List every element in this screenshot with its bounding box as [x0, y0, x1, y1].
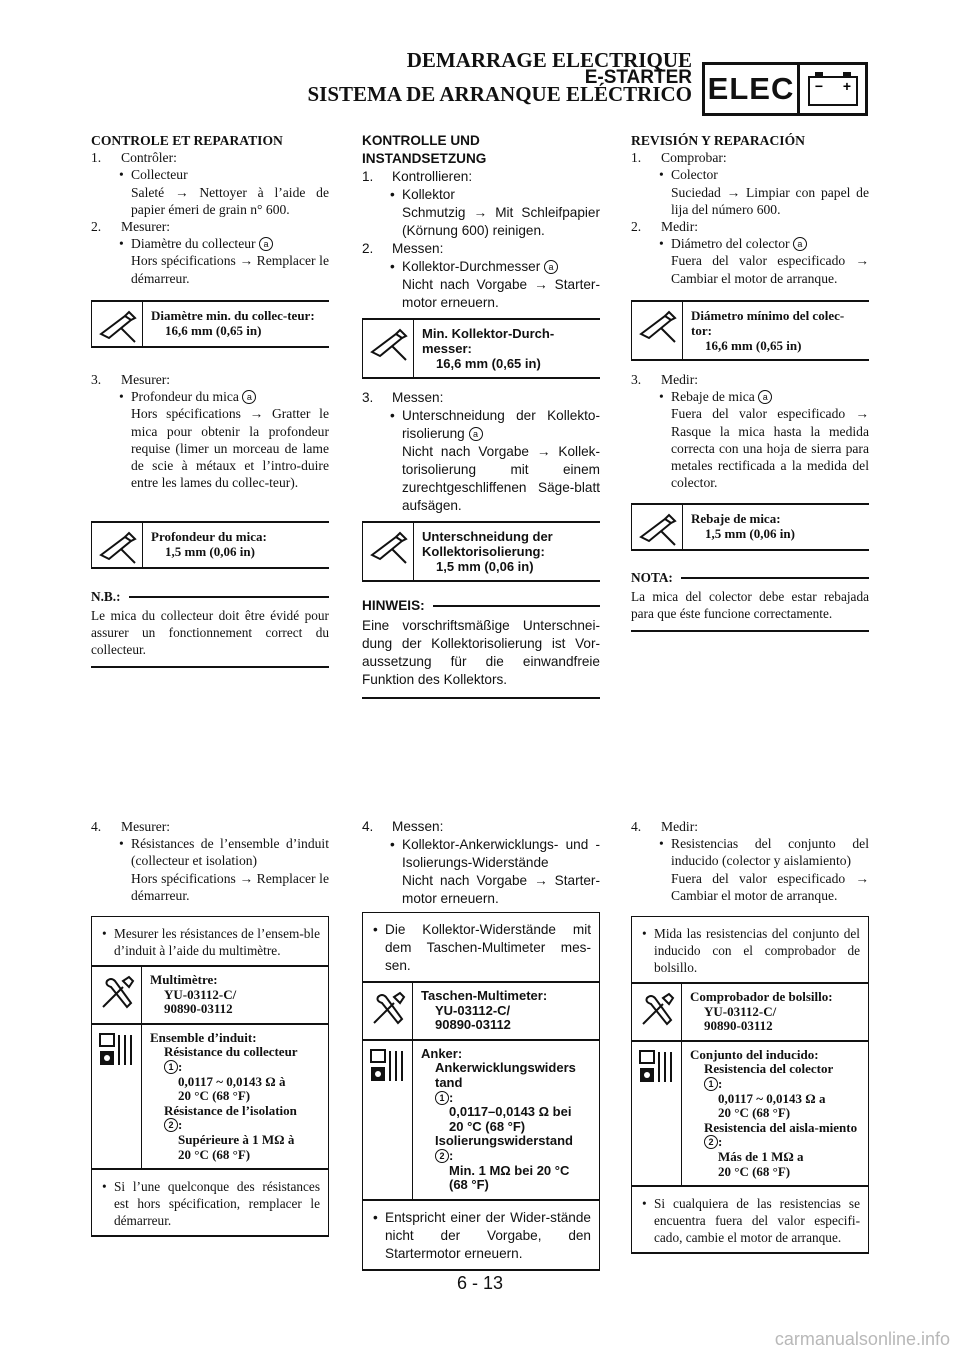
fr-step2-label: Mesurer:	[121, 219, 171, 235]
marker-2: 2	[164, 1118, 178, 1132]
es-box-bullet2: Si cualquiera de las resistencias se encuentra fuera del valor especifi-cado, cambie el motor de arranque.	[654, 1196, 860, 1246]
marker-1: 1	[704, 1077, 718, 1091]
de-step4-text: Nicht nach Vorgabe → Starter-motor erneuern.	[402, 873, 600, 906]
de-res-value2b: (68 °F)	[449, 1177, 489, 1193]
es-step2-text: Fuera del valor especificado → Cambiar el motor de arranque.	[671, 253, 869, 286]
de-tool-title: Taschen-Multimeter:	[421, 988, 548, 1003]
de-step3-label: Messen:	[392, 390, 444, 405]
de-res-value1a: 0,0117–0,0143 Ω bei	[449, 1104, 572, 1120]
de-step1-label: Kontrollieren:	[392, 169, 473, 184]
fr-tool-row	[92, 965, 328, 1023]
es-box-bullet1: Mida las resistencias del conjunto del inducido con el comprobador de bolsillo.	[654, 926, 860, 975]
header-title-es: SISTEMA DE ARRANQUE ELÉCTRICO	[307, 82, 692, 106]
es-res-value1b: 20 °C (68 °F)	[718, 1105, 791, 1121]
es-tool-value1: YU-03112-C/	[704, 1003, 777, 1019]
de-spec1-value: 16,6 mm (0,65 in)	[436, 356, 541, 371]
es-step3-item: Rebaje de mica	[671, 389, 755, 405]
de-step3: 3. Messen: • Unterschneidung der Kollekto-risolierung a Nicht nach Vorgabe → Kollek-torisolierung mit einem zurechtgeschliffenen Säge-blatt aufsägen.	[362, 390, 600, 513]
fr-upper-text: CONTROLE ET REPARATION 1. Contrôler: • Collecteur Saleté → Nettoyer à l’aide de papier émeri de grain n° 600. 2. Mesurer: • Diamètre du collecteur a Hors spécifications → Remplacer le démarreur.	[91, 133, 329, 286]
battery-minus: −	[814, 78, 823, 94]
marker-1: 1	[435, 1091, 449, 1105]
es-note-label: NOTA:	[631, 570, 673, 585]
de-res-row: Anker: Ankerwicklungswiders tand 1 : 0,0117–0,0143 Ω bei 20 °C (68 °F) Isolierungswiderstand 2 : Min. 1 MΩ bei 20 °C (68 °F)	[363, 1039, 599, 1199]
tool-icon	[363, 983, 413, 1039]
fr-note-text: Le mica du collecteur doit être évidé pour assurer un fonctionnement correct du collecteur.	[91, 607, 329, 668]
es-tool-value2: 90890-03112	[704, 1018, 773, 1034]
es-heading: REVISIÓN Y REPARACIÓN	[631, 133, 805, 148]
fr-step2-item: Diamètre du collecteur	[131, 236, 256, 252]
es-step2-item: Diámetro del colector	[671, 236, 790, 252]
es-step1-item: Colector	[671, 167, 718, 183]
page-number: 6 - 13	[456, 1273, 504, 1293]
de-step1-item: Kollektor	[402, 187, 455, 202]
marker-a: a	[469, 427, 483, 441]
spec-wrench-icon	[631, 505, 683, 549]
de-box-bullet2: Entspricht einer der Wider-stände nicht der Vorgabe, den Startermotor erneuern.	[385, 1209, 591, 1261]
fr-res-value1a: 0,0117 ~ 0,0143 Ω à	[178, 1073, 286, 1089]
de-step2-text: Nicht nach Vorgabe → Starter-motor erneuern.	[402, 277, 600, 310]
de-step2-label: Messen:	[392, 241, 444, 256]
fr-spec2-value: 1,5 mm (0,06 in)	[165, 544, 255, 559]
marker-2: 2	[704, 1135, 718, 1149]
de-tool-value1: YU-03112-C/	[435, 1002, 511, 1018]
es-spec2-value: 1,5 mm (0,06 in)	[705, 526, 795, 541]
es-step4-item: Resistencias del conjunto del inducido (colector y aislamiento)	[671, 836, 869, 869]
es-spec1-value: 16,6 mm (0,65 in)	[705, 338, 802, 353]
de-note-text: Eine vorschriftsmäßige Unterschnei-dung der Kollektorisolierung ist Vor-aussetzung für die einwandfreie Funktion des Kollektors.	[362, 617, 600, 699]
fr-step1-label: Contrôler:	[121, 150, 177, 166]
spec-wrench-icon	[362, 320, 414, 377]
fr-res-value1b: 20 °C (68 °F)	[178, 1088, 251, 1104]
es-step3: 3. Medir: • Rebaje de mica a Fuera del valor especificado → Rasque la mica hasta la medida correcta con una hoja de sierra para metales rectificada a la medida del colector.	[631, 372, 869, 491]
fr-spec2-box	[91, 521, 329, 569]
es-step1-text: Suciedad → Limpiar con papel de lija del número 600.	[671, 184, 869, 217]
de-step4-num: 4.	[362, 819, 374, 834]
de-tool-row	[363, 981, 599, 1039]
de-step3-text: Nicht nach Vorgabe → Kollek-torisolierung mit einem zurechtgeschliffenen Säge-blatt aufsägen.	[402, 444, 600, 513]
header-title-fr: DEMARRAGE ELECTRIQUE	[406, 48, 692, 72]
fr-step4-item: Résistances de l’ensemble d’induit (collecteur et isolation)	[131, 836, 329, 869]
de-res-label1: Ankerwicklungswiders tand	[435, 1060, 576, 1090]
multimeter-icon	[363, 1041, 413, 1199]
es-step4-label: Medir:	[661, 819, 698, 834]
marker-a: a	[242, 390, 256, 404]
spec-wrench-icon	[362, 523, 414, 580]
multimeter-icon	[632, 1042, 682, 1185]
marker-a: a	[259, 237, 273, 251]
de-note	[362, 597, 600, 699]
fr-res-row: Ensemble d’induit: Résistance du collecteur 1 : 0,0117 ~ 0,0143 Ω à 20 °C (68 °F) Résistance de l’isolation 2 : Supérieure à 1 MΩ à 20 °C (68 °F)	[92, 1023, 328, 1168]
de-box-bullet1: Die Kollektor-Widerstände mit dem Taschen-Multimeter mes-sen.	[385, 922, 591, 973]
fr-step2-text: Hors spécifications → Remplacer le démarreur.	[131, 253, 329, 286]
es-res-value1a: 0,0117 ~ 0,0143 Ω a	[718, 1090, 826, 1106]
marker-a: a	[758, 390, 772, 404]
fr-step4-num: 4.	[91, 819, 102, 834]
marker-a: a	[544, 260, 558, 274]
fr-step3-label: Mesurer:	[121, 372, 171, 387]
de-tool-value2: 90890-03112	[435, 1017, 511, 1033]
de-step1-text: Schmutzig → Mit Schleifpapier (Körnung 600) reinigen.	[402, 205, 600, 238]
es-step3-num: 3.	[631, 372, 642, 387]
de-spec2-box	[362, 521, 600, 582]
fr-heading: CONTROLE ET REPARATION	[91, 133, 283, 148]
es-res-row: Conjunto del inducido: Resistencia del colector 1 : 0,0117 ~ 0,0143 Ω a 20 °C (68 °F) Resistencia del aisla-miento 2 : Más de 1 MΩ a 20 °C (68 °F)	[632, 1040, 868, 1185]
marker-a: a	[793, 237, 807, 251]
fr-res-label2: Résistance de l’isolation	[164, 1102, 297, 1118]
es-res-value2a: Más de 1 MΩ a	[718, 1148, 804, 1164]
fr-spec1-value: 16,6 mm (0,65 in)	[165, 323, 262, 338]
de-spec2-value: 1,5 mm (0,06 in)	[436, 559, 534, 574]
fr-box-bullet2: Si l’une quelconque des résistances est hors spécification, remplacer le démarreur.	[114, 1179, 320, 1229]
es-res-title: Conjunto del inducido:	[690, 1046, 819, 1062]
es-res-value2b: 20 °C (68 °F)	[718, 1163, 791, 1179]
de-res-value1b: 20 °C (68 °F)	[449, 1118, 526, 1134]
de-step2-num: 2.	[362, 241, 374, 256]
es-step1-label: Comprobar:	[661, 150, 727, 166]
es-note-text: La mica del colector debe estar rebajada para que éste funcione correctamente.	[631, 588, 869, 632]
de-step4: 4. Messen: • Kollektor-Ankerwicklungs- und -Isolierungs-Widerstände Nicht nach Vorgabe → Starter-motor erneuern.	[362, 819, 600, 906]
elec-badge	[702, 62, 868, 116]
fr-step3: 3. Mesurer: • Profondeur du mica a Hors spécifications → Gratter le mica pour obtenir la profondeur requise (limer un morceau de lame de scie à métaux et l’intro-duire entre les lames du collec-teur).	[91, 372, 329, 491]
spec-wrench-icon	[631, 302, 683, 359]
fr-step1-item: Collecteur	[131, 167, 188, 183]
es-spec2-title: Rebaje de mica:	[691, 511, 781, 526]
fr-box-bullet1: Mesurer les résistances de l’ensem-ble d’induit à l’aide du multimètre.	[114, 926, 320, 958]
elec-label: ELEC	[705, 65, 800, 113]
es-step3-label: Medir:	[661, 372, 698, 387]
fr-note-label: N.B.:	[91, 589, 121, 604]
fr-step4-text: Hors spécifications → Remplacer le démarreur.	[131, 870, 329, 903]
de-step2-item: Kollektor-Durchmesser	[402, 259, 541, 274]
es-res-label2: Resistencia del aisla-miento	[704, 1119, 858, 1135]
es-step3-text: Fuera del valor especificado → Rasque la mica hasta la medida correcta con una hoja de sierra para metales rectificada a la medida del colector.	[671, 406, 869, 491]
fr-step1-num: 1.	[91, 150, 102, 166]
es-spec2-box	[631, 503, 869, 551]
fr-step1-text: Saleté → Nettoyer à l’aide de papier émeri de grain n° 600.	[131, 184, 329, 217]
es-step2-num: 2.	[631, 219, 642, 235]
tool-icon	[632, 984, 682, 1040]
fr-spec1-title: Diamètre min. du collec-teur:	[151, 308, 315, 323]
de-res-label2: Isolierungswiderstand	[435, 1133, 573, 1149]
de-spec1-title: Min. Kollektor-Durch-messer:	[422, 326, 555, 356]
es-note	[631, 569, 869, 632]
de-measure-box: • Die Kollektor-Widerstände mit dem Taschen-Multimeter mes-sen. Taschen-Multimeter: YU-03112-C/ 90890-03112 Anker: Ankerwicklungswiders tand 1 : 0,0117–0,0143 Ω bei 20 °C (68 °F) Isolierungswiderstand 2 : Min. 1 MΩ bei 20 °C (68 °F) • Entspricht einer der Wider-stände nicht der Vorgabe, den Startermotor erneuern.	[362, 912, 600, 1271]
fr-res-title: Ensemble d’induit:	[150, 1029, 257, 1045]
de-step3-num: 3.	[362, 390, 374, 405]
fr-tool-title: Multimètre:	[150, 972, 218, 987]
de-res-title: Anker:	[421, 1045, 463, 1061]
battery-icon	[800, 65, 865, 113]
es-measure-box: • Mida las resistencias del conjunto del inducido con el comprobador de bolsillo. Comprobador de bolsillo: YU-03112-C/ 90890-03112 Conjunto del inducido: Resistencia del colector 1 : 0,0117 ~ 0,0143 Ω a 20 °C (68 °F) Resistencia del aisla-miento 2 : Más de 1 MΩ a 20 °C (68 °F) • Si cualquiera de las resistencias se encuentra fuera del valor especifi-cado, cambie el motor de arranque.	[631, 916, 869, 1254]
tool-icon	[92, 967, 142, 1023]
fr-spec1-box	[91, 300, 329, 348]
es-step4-num: 4.	[631, 819, 642, 834]
es-spec1-box	[631, 300, 869, 361]
es-spec1-title: Diámetro mínimo del colec-tor:	[691, 308, 845, 338]
fr-step4-label: Mesurer:	[121, 819, 171, 834]
de-spec1-box	[362, 318, 600, 379]
es-step4-text: Fuera del valor especificado → Cambiar el motor de arranque.	[671, 870, 869, 903]
fr-step3-item: Profondeur du mica	[131, 389, 239, 405]
header-titles	[307, 48, 692, 106]
fr-res-value2a: Supérieure à 1 MΩ à	[178, 1131, 295, 1147]
battery-plus: +	[842, 78, 851, 94]
es-res-label1: Resistencia del colector	[704, 1061, 834, 1077]
spec-wrench-icon	[91, 523, 143, 567]
fr-step3-num: 3.	[91, 372, 102, 387]
de-step1-num: 1.	[362, 169, 374, 184]
de-heading: KONTROLLE UND INSTANDSETZUNG	[362, 133, 487, 166]
de-step3-item: Unterschneidung der Kollekto-risolierung	[402, 408, 600, 441]
fr-step2-num: 2.	[91, 219, 102, 235]
multimeter-icon	[92, 1025, 142, 1168]
fr-spec2-title: Profondeur du mica:	[151, 529, 267, 544]
fr-measure-box: • Mesurer les résistances de l’ensem-ble d’induit à l’aide du multimètre. Multimètre: YU-03112-C/ 90890-03112 Ensemble d’induit: Résistance du collecteur 1 : 0,0117 ~ 0,0143 Ω à 20 °C (68 °F) Résistance de l’isolation 2 : Supérieure à 1 MΩ à 20 °C (68 °F) • Si l’une quelconque des résistances est hors spécification, remplacer le démarreur.	[91, 916, 329, 1237]
fr-step3-text: Hors spécifications → Gratter le mica pour obtenir la profondeur requise (limer un morceau de lame de scie à métaux et l’intro-duire entre les lames du collec-teur).	[131, 406, 329, 491]
fr-tool-value1: YU-03112-C/	[164, 986, 237, 1002]
fr-note	[91, 588, 329, 668]
de-step4-item: Kollektor-Ankerwicklungs- und -Isolierungs-Widerstände	[402, 837, 600, 870]
fr-step4: 4. Mesurer: • Résistances de l’ensemble d’induit (collecteur et isolation) Hors spécifications → Remplacer le démarreur.	[91, 819, 329, 903]
marker-2: 2	[435, 1149, 449, 1163]
fr-tool-value2: 90890-03112	[164, 1001, 233, 1017]
header-title-de: E-STARTER	[584, 67, 692, 88]
watermark[interactable]: carmanualsonline.info	[774, 1329, 950, 1349]
es-upper-text: REVISIÓN Y REPARACIÓN 1. Comprobar: • Colector Suciedad → Limpiar con papel de lija del número 600. 2. Medir: • Diámetro del colector a Fuera del valor especificado → Cambiar el motor de arranque.	[631, 133, 869, 286]
es-tool-title: Comprobador de bolsillo:	[690, 989, 833, 1004]
de-spec2-title: Unterschneidung der Kollektorisolierung:	[422, 529, 553, 559]
es-step1-num: 1.	[631, 150, 642, 166]
es-step4: 4. Medir: • Resistencias del conjunto del inducido (colector y aislamiento) Fuera del valor especificado → Cambiar el motor de arranque.	[631, 819, 869, 903]
de-step4-label: Messen:	[392, 819, 444, 834]
de-note-label: HINWEIS:	[362, 598, 425, 613]
de-res-value2a: Min. 1 MΩ bei 20 °C	[449, 1162, 570, 1178]
es-step2-label: Medir:	[661, 219, 698, 235]
fr-res-value2b: 20 °C (68 °F)	[178, 1146, 251, 1162]
fr-res-label1: Résistance du collecteur	[164, 1044, 298, 1060]
marker-1: 1	[164, 1060, 178, 1074]
es-tool-row	[632, 982, 868, 1040]
spec-wrench-icon	[91, 302, 143, 346]
de-upper-text: KONTROLLE UND INSTANDSETZUNG 1. Kontrollieren: • Kollektor Schmutzig → Mit Schleifpapier (Körnung 600) reinigen. 2. Messen: • Kollektor-Durchmesser a Nicht nach Vorgabe → Starter-motor erneuern.	[362, 133, 600, 310]
